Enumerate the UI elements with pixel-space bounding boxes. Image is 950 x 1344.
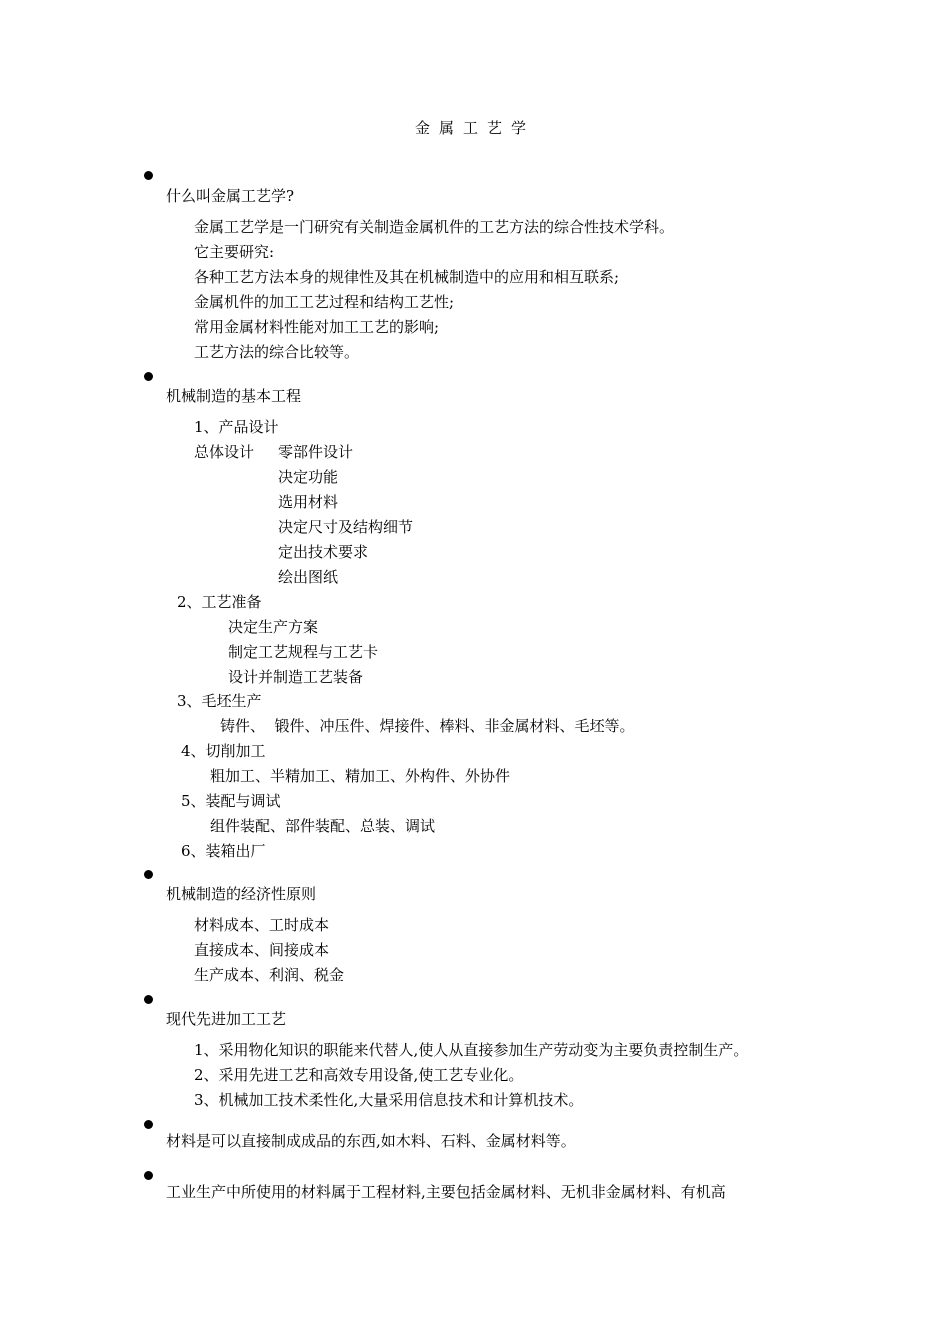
text-line: 1、采用物化知识的职能来代替人,使人从直接参加生产劳动变为主要负责控制生产。 xyxy=(194,1041,749,1059)
step-label: 5、装配与调试 xyxy=(181,792,281,810)
text-line: 它主要研究: xyxy=(194,243,275,261)
text-line: 金属工艺学是一门研究有关制造金属机件的工艺方法的综合性技术学科。 xyxy=(194,218,675,236)
text-line: 2、采用先进工艺和高效专用设备,使工艺专业化。 xyxy=(194,1066,524,1084)
text-line: 金属机件的加工工艺过程和结构工艺性; xyxy=(194,293,455,311)
paragraph: 工业生产中所使用的材料属于工程材料,主要包括金属材料、无机非金属材料、有机高 xyxy=(166,1183,726,1201)
step-detail: 铸件、 锻件、冲压件、焊接件、棒料、非金属材料、毛坯等。 xyxy=(220,717,635,735)
prep-item: 设计并制造工艺装备 xyxy=(228,668,364,686)
bullet-icon xyxy=(144,171,153,180)
section-heading: 机械制造的基本工程 xyxy=(166,387,302,405)
section-heading: 现代先进加工工艺 xyxy=(166,1010,287,1028)
text-line: 材料成本、工时成本 xyxy=(194,916,330,934)
bullet-icon xyxy=(144,1120,153,1129)
text-line: 工艺方法的综合比较等。 xyxy=(194,343,360,361)
prep-item: 决定生产方案 xyxy=(228,618,319,636)
bullet-icon xyxy=(144,995,153,1004)
design-item: 决定功能 xyxy=(278,468,339,486)
sub-label: 总体设计 xyxy=(194,443,255,461)
page-title: 金属工艺学 xyxy=(414,119,535,137)
step-detail: 组件装配、部件装配、总装、调试 xyxy=(210,817,436,835)
step-label: 1、产品设计 xyxy=(194,418,279,436)
text-line: 常用金属材料性能对加工工艺的影响; xyxy=(194,318,440,336)
bullet-icon xyxy=(144,870,153,879)
prep-item: 制定工艺规程与工艺卡 xyxy=(228,643,379,661)
design-item: 零部件设计 xyxy=(278,443,354,461)
section-heading: 机械制造的经济性原则 xyxy=(166,885,317,903)
text-line: 3、机械加工技术柔性化,大量采用信息技术和计算机技术。 xyxy=(194,1091,584,1109)
step-label: 2、工艺准备 xyxy=(177,593,262,611)
step-detail: 粗加工、半精加工、精加工、外构件、外协件 xyxy=(210,767,511,785)
section-heading: 什么叫金属工艺学? xyxy=(166,187,295,205)
step-label: 6、装箱出厂 xyxy=(181,842,266,860)
text-line: 各种工艺方法本身的规律性及其在机械制造中的应用和相互联系; xyxy=(194,268,620,286)
design-item: 绘出图纸 xyxy=(278,568,339,586)
text-line: 直接成本、间接成本 xyxy=(194,941,330,959)
text-line: 生产成本、利润、税金 xyxy=(194,966,345,984)
design-item: 决定尺寸及结构细节 xyxy=(278,518,414,536)
step-label: 4、切削加工 xyxy=(181,742,266,760)
step-label: 3、毛坯生产 xyxy=(177,692,262,710)
bullet-icon xyxy=(144,1171,153,1180)
bullet-icon xyxy=(144,372,153,381)
design-item: 定出技术要求 xyxy=(278,543,369,561)
design-item: 选用材料 xyxy=(278,493,339,511)
paragraph: 材料是可以直接制成成品的东西,如木料、石料、金属材料等。 xyxy=(166,1132,576,1150)
